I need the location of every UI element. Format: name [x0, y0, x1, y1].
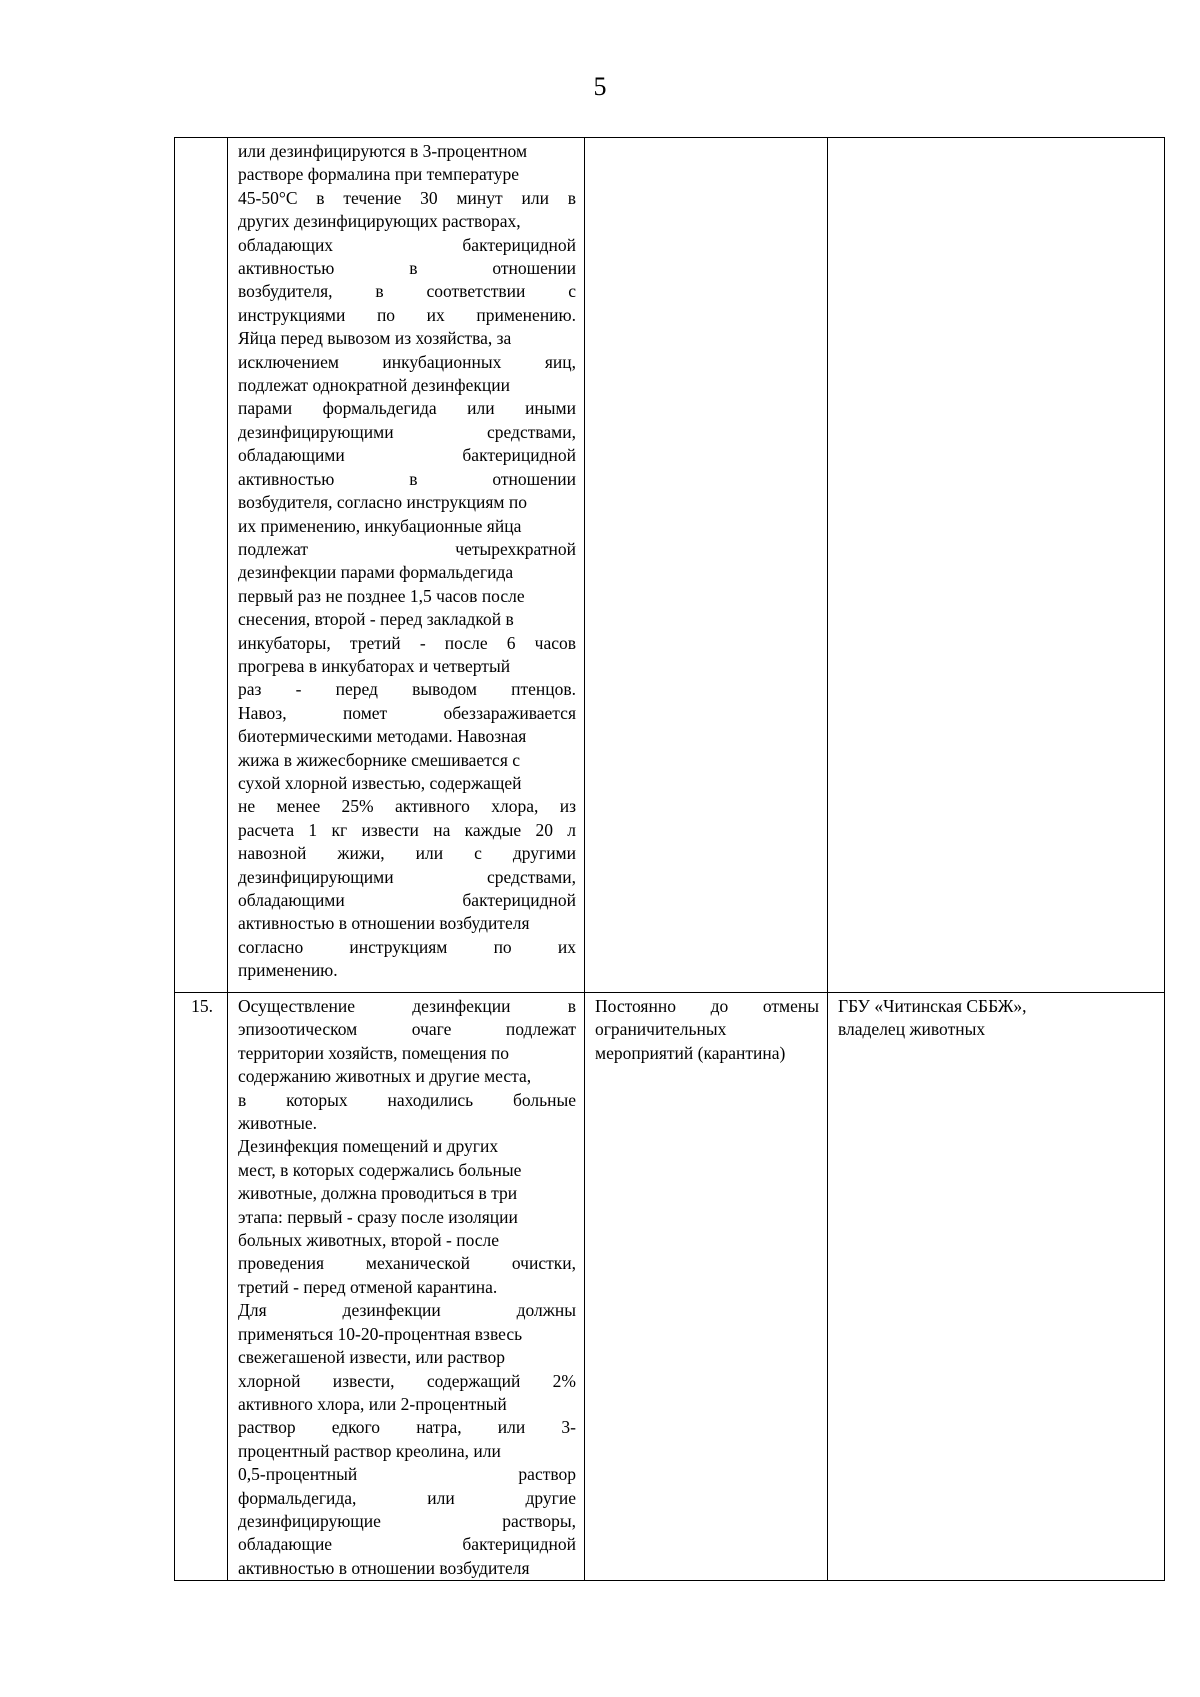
text-line: формальдегида, или другие	[238, 1487, 576, 1508]
text-line: прогрева в инкубаторах и четвертый	[238, 655, 511, 676]
row-number-cell: 15.	[175, 993, 228, 1581]
text-line: дезинфекции парами формальдегида	[238, 562, 514, 583]
text-line: обладающих бактерицидной	[238, 234, 576, 255]
text-line: дезинфицирующие растворы,	[238, 1510, 576, 1531]
text-line: биотермическими методами. Навозная	[238, 726, 527, 747]
text-line: ГБУ «Читинская СББЖ»,	[838, 996, 1027, 1016]
text-line: обладающие бактерицидной	[238, 1534, 576, 1555]
responsible-cell	[828, 138, 1165, 993]
text-line: животные, должна проводиться в три	[238, 1183, 518, 1204]
text-line: жижа в жижесборнике смешивается с	[238, 749, 521, 770]
text-line: мест, в которых содержались больные	[238, 1159, 522, 1180]
text-line: применению.	[238, 960, 338, 981]
text-line: не менее 25% активного хлора, из	[238, 796, 576, 817]
text-line: больных животных, второй - после	[238, 1230, 500, 1251]
text-line: подлежат четырехкратной	[238, 538, 576, 559]
deadline-cell	[585, 138, 828, 993]
text-line: Для дезинфекции должны	[238, 1300, 576, 1321]
text-line: возбудителя, согласно инструкциям по	[238, 492, 527, 513]
text-line: эпизоотическом очаге подлежат	[238, 1019, 576, 1040]
text-line: 0,5-процентный раствор	[238, 1464, 576, 1485]
text-line: снесения, второй - перед закладкой в	[238, 609, 514, 630]
text-line: активностью в отношении возбудителя	[238, 1557, 530, 1578]
text-line: навозной жижи, или с другими	[238, 843, 576, 864]
page-number: 5	[593, 72, 607, 101]
text-line: Постоянно до отмены	[595, 996, 819, 1016]
responsible-cell	[828, 993, 1165, 1581]
measures-table	[174, 137, 1165, 1581]
text-line: активностью в отношении возбудителя	[238, 913, 530, 934]
text-line: Дезинфекция помещений и других	[238, 1136, 499, 1157]
text-line: согласно инструкциям по их	[238, 936, 576, 957]
text-line: мероприятий (карантина)	[595, 1042, 786, 1063]
text-line: применяться 10-20-процентная взвесь	[238, 1323, 523, 1344]
text-line: 45-50°С в течение 30 минут или в	[238, 187, 576, 208]
text-line: других дезинфицирующих растворах,	[238, 211, 521, 232]
text-line: инкубаторы, третий - после 6 часов	[238, 632, 576, 653]
text-line: содержанию животных и другие места,	[238, 1066, 532, 1087]
text-line: обладающими бактерицидной	[238, 445, 576, 466]
text-line: обладающими бактерицидной	[238, 890, 576, 910]
text-line: возбудителя, в соответствии с	[238, 281, 576, 302]
row-number-cell	[175, 138, 228, 993]
text-line: Навоз, помет обеззараживается	[238, 702, 576, 723]
text-line: расчета 1 кг извести на каждые 20 л	[238, 819, 576, 840]
text-line: ограничительных	[595, 1019, 727, 1040]
text-line: владелец животных	[838, 1019, 986, 1040]
deadline-cell	[585, 993, 828, 1581]
text-line: или дезинфицируются в 3-процентном	[238, 141, 528, 161]
text-line: процентный раствор креолина, или	[238, 1440, 501, 1461]
text-line: подлежат однократной дезинфекции	[238, 375, 511, 396]
text-line: дезинфицирующими средствами,	[238, 421, 576, 442]
text-line: этапа: первый - сразу после изоляции	[238, 1206, 518, 1227]
text-line: растворе формалина при температуре	[238, 164, 519, 185]
text-line: в которых находились больные	[238, 1089, 576, 1110]
table-row	[175, 993, 1165, 1581]
text-line: Осуществление дезинфекции в	[238, 996, 576, 1016]
text-line: исключением инкубационных яиц,	[238, 351, 576, 372]
text-line: их применению, инкубационные яйца	[238, 515, 522, 536]
table-row	[175, 138, 1165, 993]
text-line: раствор едкого натра, или 3-	[238, 1417, 576, 1438]
text-line: территории хозяйств, помещения по	[238, 1042, 510, 1063]
text-line: активностью в отношении	[238, 468, 576, 489]
text-line: третий - перед отменой карантина.	[238, 1276, 498, 1297]
text-line: свежегашеной извести, или раствор	[238, 1347, 505, 1368]
text-line: инструкциями по их применению.	[238, 304, 576, 325]
text-line: проведения механической очистки,	[238, 1253, 576, 1274]
text-line: активностью в отношении	[238, 258, 576, 279]
measure-cell	[228, 993, 585, 1581]
text-line: дезинфицирующими средствами,	[238, 866, 576, 887]
text-line: парами формальдегида или иными	[238, 398, 576, 419]
text-line: животные.	[238, 1113, 318, 1134]
text-line: сухой хлорной известью, содержащей	[238, 772, 522, 793]
text-line: раз - перед выводом птенцов.	[238, 679, 576, 700]
text-line: активного хлора, или 2-процентный	[238, 1393, 507, 1414]
text-line: первый раз не позднее 1,5 часов после	[238, 585, 525, 606]
text-line: Яйца перед вывозом из хозяйства, за	[238, 328, 512, 349]
measure-cell	[228, 138, 585, 993]
text-line: хлорной извести, содержащий 2%	[238, 1370, 576, 1391]
